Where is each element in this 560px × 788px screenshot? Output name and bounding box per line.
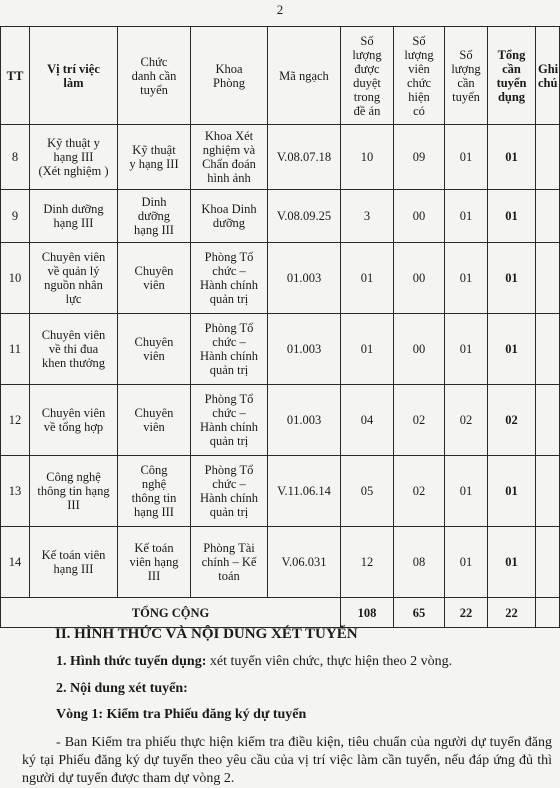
table-cell: 01 [445, 243, 488, 314]
table-cell: Phòng Tổ chức – Hành chính quản trị [191, 456, 268, 527]
table-cell [536, 243, 560, 314]
table-cell: Phòng Tổ chức – Hành chính quản trị [191, 243, 268, 314]
table-cell: 04 [341, 385, 394, 456]
header-position: Vị trí việc làm [30, 27, 118, 125]
total-approved: 108 [341, 598, 394, 628]
header-title: Chức danh cần tuyển [118, 27, 191, 125]
table-cell: 12 [341, 527, 394, 598]
total-label: TỔNG CỘNG [1, 598, 341, 628]
header-department: Khoa Phòng [191, 27, 268, 125]
table-cell [536, 314, 560, 385]
table-cell: 01 [445, 314, 488, 385]
table-cell: 01 [488, 125, 536, 190]
table-cell: Dinh dưỡng hạng III [30, 190, 118, 243]
table-row [1, 527, 560, 598]
table-cell: V.08.07.18 [268, 125, 341, 190]
table-cell: 01.003 [268, 243, 341, 314]
section-title: II. HÌNH THỨC VÀ NỘI DUNG XÉT TUYỂN [55, 626, 358, 642]
table-cell: Chuyên viên [118, 314, 191, 385]
total-needed: 22 [445, 598, 488, 628]
table-cell: Kế toán viên hạng III [30, 527, 118, 598]
round1-paragraph: - Ban Kiểm tra phiếu thực hiện kiểm tra điều kiện, tiêu chuẩn của người dự tuyển đăng ký tại Phiếu đăng ký dự tuyển theo yêu cầu của vị trí việc làm cần tuyển, nếu đáp ứng đủ thì người dự tuyển được tham dự vòng 2. [22, 735, 552, 786]
table-cell: Chuyên viên [118, 385, 191, 456]
table-cell: Phòng Tài chính – Kế toán [191, 527, 268, 598]
table-cell: Kỹ thuật y hạng III (Xét nghiệm ) [30, 125, 118, 190]
table-cell: Dinh dưỡng hạng III [118, 190, 191, 243]
table-cell [536, 190, 560, 243]
table-cell: V.11.06.14 [268, 456, 341, 527]
total-note [536, 598, 560, 628]
table-row [1, 125, 560, 190]
table-cell: Khoa Xét nghiệm và Chẩn đoán hình ảnh [191, 125, 268, 190]
table-cell: 02 [394, 385, 445, 456]
table-cell: Phòng Tổ chức – Hành chính quản trị [191, 385, 268, 456]
table-cell: 09 [394, 125, 445, 190]
table-cell: Chuyên viên về tổng hợp [30, 385, 118, 456]
total-current: 65 [394, 598, 445, 628]
table-cell: 10 [1, 243, 30, 314]
table-cell: 01 [341, 243, 394, 314]
table-cell: 02 [488, 385, 536, 456]
table-cell [536, 456, 560, 527]
total-row [1, 598, 560, 628]
table-cell: 13 [1, 456, 30, 527]
header-approved: Số lượng được duyệt trong đề án [341, 27, 394, 125]
header-needed: Số lượng cần tuyển [445, 27, 488, 125]
table-cell: 10 [341, 125, 394, 190]
total-total: 22 [488, 598, 536, 628]
table-cell: 02 [445, 385, 488, 456]
recruitment-form-label: 1. Hình thức tuyển dụng: [56, 654, 207, 669]
header-tt: TT [1, 27, 30, 125]
table-cell: 14 [1, 527, 30, 598]
table-cell: 01 [488, 314, 536, 385]
recruitment-form-text: xét tuyển viên chức, thực hiện theo 2 vòng. [206, 654, 453, 669]
table-cell: 01 [488, 456, 536, 527]
table-cell: 01 [488, 243, 536, 314]
page-number: 2 [276, 2, 284, 17]
table-cell: 8 [1, 125, 30, 190]
table-cell: Chuyên viên về thi đua khen thưởng [30, 314, 118, 385]
table-cell: Khoa Dinh dưỡng [191, 190, 268, 243]
table-cell: 11 [1, 314, 30, 385]
table-cell: 12 [1, 385, 30, 456]
table-cell: 01 [488, 190, 536, 243]
table-cell: 01 [445, 190, 488, 243]
table-cell: Kỹ thuật y hạng III [118, 125, 191, 190]
table-cell: Kế toán viên hạng III [118, 527, 191, 598]
table-cell [536, 527, 560, 598]
table-cell: Công nghệ thông tin hạng III [30, 456, 118, 527]
table-cell: Phòng Tổ chức – Hành chính quản trị [191, 314, 268, 385]
round1-heading: Vòng 1: Kiểm tra Phiếu đăng ký dự tuyển [56, 707, 307, 722]
table-cell: 00 [394, 190, 445, 243]
table-cell: Chuyên viên về quản lý nguồn nhân lực [30, 243, 118, 314]
table-cell: 01 [341, 314, 394, 385]
table-cell: 05 [341, 456, 394, 527]
table-cell: 9 [1, 190, 30, 243]
table-cell: 01 [445, 527, 488, 598]
table-header-row [1, 27, 560, 125]
table-row [1, 385, 560, 456]
table-cell: 08 [394, 527, 445, 598]
table-cell: 01 [488, 527, 536, 598]
header-total: Tổng cần tuyển dụng [488, 27, 536, 125]
header-note: Ghi chú [536, 27, 560, 125]
header-current: Số lượng viên chức hiện có [394, 27, 445, 125]
table-row [1, 456, 560, 527]
table-row [1, 314, 560, 385]
table-cell [536, 385, 560, 456]
table-cell: 01 [445, 125, 488, 190]
content-heading: 2. Nội dung xét tuyển: [56, 681, 188, 696]
table-cell: 01 [445, 456, 488, 527]
recruitment-form-line [56, 654, 560, 670]
table-cell: Công nghệ thông tin hạng III [118, 456, 191, 527]
table-cell: 01.003 [268, 385, 341, 456]
recruitment-table [0, 26, 560, 628]
table-cell: 00 [394, 314, 445, 385]
table-cell: 01.003 [268, 314, 341, 385]
table-row [1, 190, 560, 243]
table-cell: 00 [394, 243, 445, 314]
table-row [1, 243, 560, 314]
table-cell: 02 [394, 456, 445, 527]
table-cell: V.08.09.25 [268, 190, 341, 243]
table-cell [536, 125, 560, 190]
table-cell: Chuyên viên [118, 243, 191, 314]
table-cell: 3 [341, 190, 394, 243]
header-code: Mã ngạch [268, 27, 341, 125]
table-cell: V.06.031 [268, 527, 341, 598]
